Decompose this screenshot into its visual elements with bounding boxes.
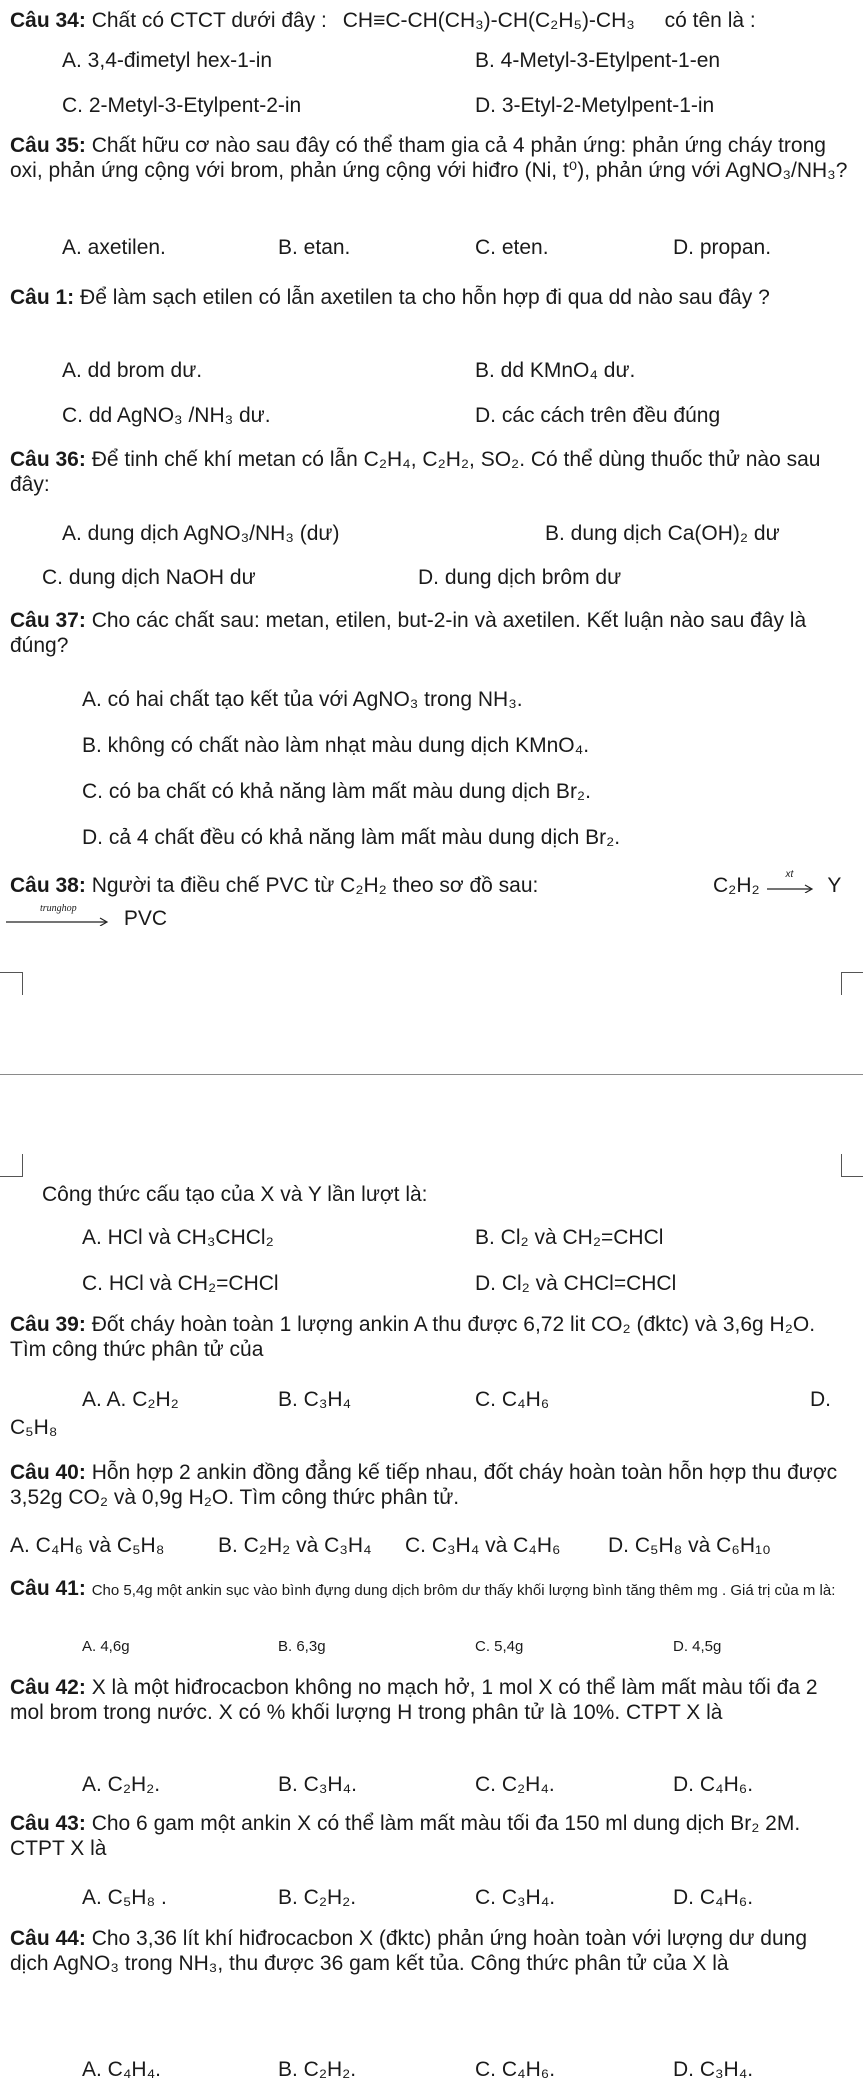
question-label: Câu 35: — [10, 134, 86, 157]
option-c[interactable]: C. HCl và CH₂=CHCl — [82, 1272, 279, 1295]
option-b[interactable]: B. C₃H₄. — [278, 1773, 357, 1796]
question-44-stem: Câu 44: Cho 3,36 lít khí hiđrocacbon X (đktc) phản ứng hoàn toàn với lượng dư dung dịch AgNO₃ trong NH₃, thu được 36 gam kết tủa. Công thức phân tử của X là — [10, 1927, 808, 1975]
option-a[interactable]: A. dung dịch AgNO₃/NH₃ (dư) — [62, 522, 340, 545]
option-b[interactable]: B. etan. — [278, 236, 351, 259]
option-b[interactable]: B. 6,3g — [278, 1638, 326, 1655]
option-c[interactable]: C. có ba chất có khả năng làm mất màu dung dịch Br₂. — [82, 780, 591, 803]
scheme-end: PVC — [123, 907, 168, 930]
option-d[interactable]: D. 4,5g — [673, 1638, 722, 1655]
reaction-scheme-row2 — [4, 903, 168, 931]
option-b[interactable]: B. C₂H₂. — [278, 1886, 357, 1909]
option-d[interactable]: D. Cl₂ và CHCl=CHCl — [475, 1272, 677, 1295]
question-41-text: Cho 5,4g một ankin sục vào bình đựng dung dịch brôm dư thấy khối lượng bình tăng thêm mg . Giá trị của m là: — [91, 1582, 836, 1599]
option-d[interactable]: D. 3-Etyl-2-Metylpent-1-in — [475, 94, 715, 117]
question-label: Câu 34: — [10, 9, 86, 32]
reaction-scheme-row1 — [713, 869, 842, 898]
question-label: Câu 36: — [10, 448, 86, 471]
question-34-stem-text: Câu 34: Chất có CTCT dưới đây : — [10, 9, 327, 32]
page-corner-mark — [841, 972, 863, 995]
option-c[interactable]: C. 2-Metyl-3-Etylpent-2-in — [62, 94, 302, 117]
scheme-start: C₂H₂ — [713, 874, 760, 897]
option-b[interactable]: B. dung dịch Ca(OH)₂ dư — [545, 522, 780, 545]
question-34-formula: CH≡C-CH(CH₃)-CH(C₂H₅)-CH₃ — [342, 9, 635, 32]
option-b[interactable]: B. dd KMnO₄ dư. — [475, 359, 636, 382]
option-d[interactable]: D. C₄H₆. — [673, 1773, 754, 1796]
option-d[interactable]: D. C₄H₆. — [673, 1886, 754, 1909]
question-label: Câu 42: — [10, 1676, 86, 1699]
option-d[interactable]: D. cả 4 chất đều có khả năng làm mất màu dung dịch Br₂. — [82, 826, 621, 849]
option-c[interactable]: C. C₃H₄. — [475, 1886, 556, 1909]
reaction-arrow-icon — [4, 903, 110, 926]
option-a[interactable]: A. C₅H₈ . — [82, 1886, 167, 1909]
option-c[interactable]: C. eten. — [475, 236, 549, 259]
option-c[interactable]: C. C₃H₄ và C₄H₆ — [405, 1534, 561, 1557]
option-a[interactable]: A. A. C₂H₂ — [82, 1388, 179, 1411]
question-label: Câu 38: — [10, 874, 86, 897]
option-a[interactable]: A. 4,6g — [82, 1638, 130, 1655]
question-34-stem — [10, 8, 850, 33]
option-a[interactable]: A. 3,4-đimetyl hex-1-in — [62, 49, 273, 72]
question-1-stem: Câu 1: Để làm sạch etilen có lẫn axetilen ta cho hỗn hợp đi qua dd nào sau đây ? — [10, 286, 770, 309]
question-39-stem: Câu 39: Đốt cháy hoàn toàn 1 lượng ankin A thu được 6,72 lit CO₂ (đktc) và 3,6g H₂O. Tìm công thức phân tử của — [10, 1313, 816, 1361]
scheme-mid: Y — [827, 874, 842, 897]
option-c[interactable]: C. C₄H₆. — [475, 2058, 556, 2081]
question-37-stem: Câu 37: Cho các chất sau: metan, etilen, but-2-in và axetilen. Kết luận nào sau đây là đúng? — [10, 609, 807, 657]
option-c[interactable]: C. 5,4g — [475, 1638, 524, 1655]
option-d[interactable]: D. dung dịch brôm dư — [418, 566, 622, 589]
option-c[interactable]: C. C₂H₄. — [475, 1773, 555, 1796]
option-a[interactable]: A. C₂H₂. — [82, 1773, 161, 1796]
question-43-stem: Câu 43: Cho 6 gam một ankin X có thể làm mất màu tối đa 150 ml dung dịch Br₂ 2M. CTPT X là — [10, 1812, 801, 1860]
option-c[interactable]: C. C₄H₆ — [475, 1388, 550, 1411]
question-label: Câu 43: — [10, 1812, 86, 1835]
option-a[interactable]: A. dd brom dư. — [62, 359, 203, 382]
question-label: Câu 37: — [10, 609, 86, 632]
option-d[interactable]: D. C₅H₈ và C₆H₁₀ — [608, 1534, 771, 1557]
option-a[interactable]: A. C₄H₆ và C₅H₈ — [10, 1534, 165, 1557]
page-corner-mark — [0, 1154, 23, 1177]
option-b[interactable]: B. không có chất nào làm nhạt màu dung dịch KMnO₄. — [82, 734, 590, 757]
question-35-stem: Câu 35: Chất hữu cơ nào sau đây có thể tham gia cả 4 phản ứng: phản ứng cháy trong oxi, phản ứng cộng với brom, phản ứng cộng với hiđro (Ni, t⁰), phản ứng với AgNO₃/NH₃? — [10, 134, 848, 182]
question-label: Câu 39: — [10, 1313, 86, 1336]
question-label: Câu 40: — [10, 1461, 86, 1484]
option-d[interactable]: D. C₃H₄. — [673, 2058, 754, 2081]
question-41-label: Câu 41: — [10, 1577, 86, 1600]
question-36-stem: Câu 36: Để tinh chế khí metan có lẫn C₂H₄, C₂H₂, SO₂. Có thể dùng thuốc thử nào sau đây: — [10, 448, 821, 496]
question-38-prompt: Công thức cấu tạo của X và Y lần lượt là: — [42, 1183, 428, 1206]
page-corner-mark — [841, 1154, 863, 1177]
question-34-tail: có tên là : — [664, 9, 756, 32]
option-d[interactable]: D. các cách trên đều đúng — [475, 404, 721, 427]
option-b[interactable]: B. Cl₂ và CH₂=CHCl — [475, 1226, 664, 1249]
page-corner-mark — [0, 972, 23, 995]
question-label: Câu 44: — [10, 1927, 86, 1950]
arrow-label-xt: xt — [785, 869, 794, 881]
option-c[interactable]: C. dd AgNO₃ /NH₃ dư. — [62, 404, 271, 427]
question-42-stem: Câu 42: X là một hiđrocacbon không no mạch hở, 1 mol X có thể làm mất màu tối đa 2 mol brom trong nước. X có % khối lượng H trong phân tử là 10%. CTPT X là — [10, 1676, 818, 1724]
question-label: Câu 1: — [10, 286, 75, 309]
page-divider — [0, 1074, 863, 1075]
question-38-stem: Câu 38: Người ta điều chế PVC từ C₂H₂ theo sơ đồ sau: — [10, 874, 539, 897]
option-b[interactable]: B. C₂H₂. — [278, 2058, 357, 2081]
option-c[interactable]: C. dung dịch NaOH dư — [42, 566, 256, 589]
question-41-stem — [10, 1576, 850, 1601]
option-b[interactable]: B. 4-Metyl-3-Etylpent-1-en — [475, 49, 721, 72]
arrow-label-trunghop: trunghop — [40, 903, 77, 915]
option-d[interactable]: D. propan. — [673, 236, 772, 259]
option-d[interactable]: D. — [810, 1388, 831, 1411]
option-b[interactable]: B. C₃H₄ — [278, 1388, 352, 1411]
option-a[interactable]: A. axetilen. — [62, 236, 166, 259]
reaction-arrow-icon — [765, 869, 815, 893]
option-b[interactable]: B. C₂H₂ và C₃H₄ — [218, 1534, 372, 1557]
option-a[interactable]: A. HCl và CH₃CHCl₂ — [82, 1226, 274, 1249]
option-a[interactable]: A. có hai chất tạo kết tủa với AgNO₃ trong NH₃. — [82, 688, 523, 711]
question-40-stem: Câu 40: Hỗn hợp 2 ankin đồng đẳng kế tiếp nhau, đốt cháy hoàn toàn hỗn hợp thu được 3,52g CO₂ và 0,9g H₂O. Tìm công thức phân tử. — [10, 1461, 838, 1509]
option-d-value: C₅H₈ — [10, 1416, 58, 1439]
option-a[interactable]: A. C₄H₄. — [82, 2058, 161, 2081]
